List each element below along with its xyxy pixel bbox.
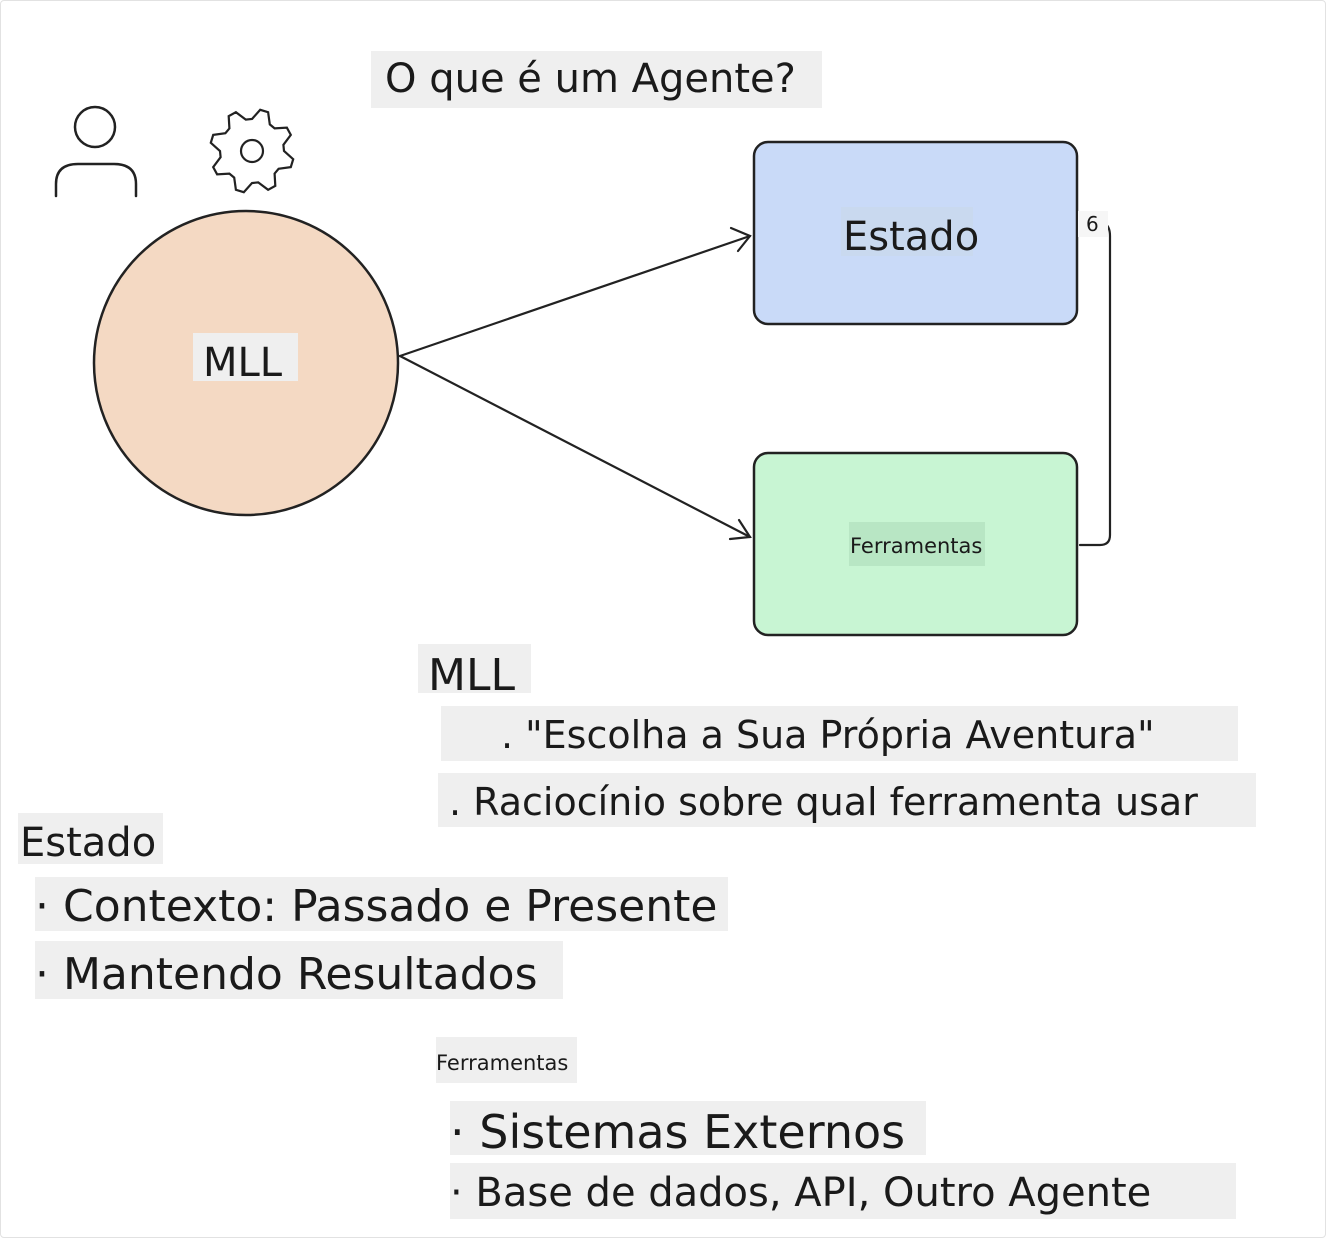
gear-icon (211, 110, 293, 192)
loop-label: 6 (1078, 211, 1108, 237)
tools-section-heading: Ferramentas (436, 1037, 577, 1083)
arrow-to-tools (400, 356, 750, 539)
tools-item-2: · Base de dados, API, Outro Agente (450, 1163, 1236, 1219)
page-title: O que é um Agente? (371, 51, 822, 108)
user-icon (56, 107, 136, 196)
mll-node-label: MLL (193, 333, 298, 381)
state-item-1: · Contexto: Passado e Presente (35, 877, 728, 931)
loop-connector (1080, 223, 1110, 545)
tools-item-1: · Sistemas Externos (450, 1101, 926, 1155)
state-item-2: · Mantendo Resultados (35, 941, 563, 999)
tools-node-label: Ferramentas (849, 522, 985, 566)
mll-section-heading: MLL (418, 644, 531, 693)
state-node-label: Estado (841, 207, 973, 256)
mll-item-2: . Raciocínio sobre qual ferramenta usar (438, 773, 1256, 827)
arrow-to-state (400, 228, 750, 356)
mll-item-1: . "Escolha a Sua Própria Aventura" (441, 706, 1238, 761)
state-section-heading: Estado (18, 813, 163, 864)
